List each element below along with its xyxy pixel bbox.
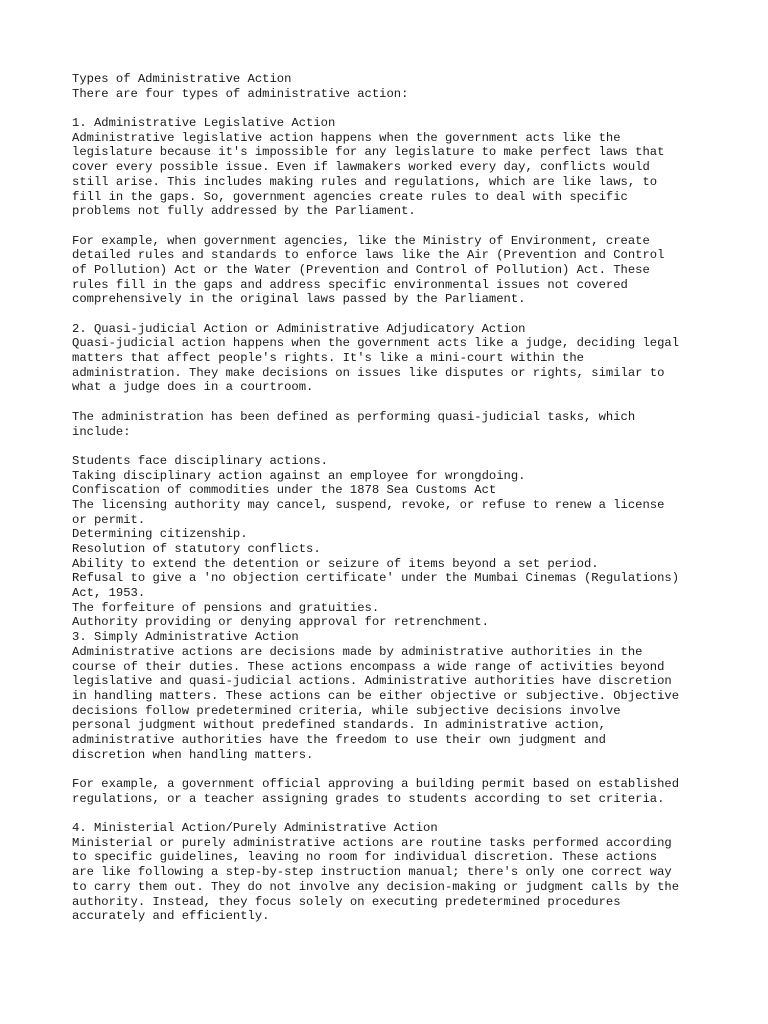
text-line: what a judge does in a courtroom. [72, 380, 314, 395]
text-line: comprehensively in the original laws passed by the Parliament. [72, 292, 526, 307]
text-line: still arise. This includes making rules and regulations, which are like laws, to [72, 174, 658, 189]
text-line: detailed rules and standards to enforce laws like the Air (Prevention and Control [72, 248, 665, 263]
text-line: The forfeiture of pensions and gratuities. [72, 600, 380, 615]
text-line: discretion when handling matters. [72, 747, 314, 762]
blank-line [72, 307, 712, 322]
text-line: to specific guidelines, leaving no room for individual discretion. These actions [72, 850, 658, 865]
text-line: Ability to extend the detention or seizure of items beyond a set period. [72, 556, 599, 571]
text-line: to carry them out. They do not involve any decision-making or judgment calls by the [72, 879, 680, 894]
text-line: 2. Quasi-judicial Action or Administrative Adjudicatory Action [72, 321, 526, 336]
text-line: course of their duties. These actions encompass a wide range of activities beyond [72, 659, 665, 674]
text-line: legislative and quasi-judicial actions. Administrative authorities have discretion [72, 674, 672, 689]
text-line: administrative authorities have the freedom to use their own judgment and [72, 732, 606, 747]
text-line: Act, 1953. [72, 586, 146, 601]
text-line: Taking disciplinary action against an employee for wrongdoing. [72, 468, 526, 483]
text-line: Types of Administrative Action [72, 72, 292, 86]
text-line: The licensing authority may cancel, suspend, revoke, or refuse to renew a license [72, 497, 665, 512]
text-line: of Pollution) Act or the Water (Prevention and Control of Pollution) Act. These [72, 262, 650, 277]
text-line: Ministerial or purely administrative actions are routine tasks performed according [72, 835, 672, 850]
text-line: fill in the gaps. So, government agencies create rules to deal with specific [72, 189, 628, 204]
document-body [72, 72, 712, 924]
text-line: cover every possible issue. Even if lawmakers worked every day, conflicts would [72, 160, 650, 175]
text-line: Quasi-judicial action happens when the government acts like a judge, deciding legal [72, 336, 680, 351]
blank-line [72, 806, 712, 821]
text-line: The administration has been defined as performing quasi-judicial tasks, which [72, 409, 636, 424]
text-line: personal judgment without predefined standards. In administrative action, [72, 718, 606, 733]
text-line: 4. Ministerial Action/Purely Administrative Action [72, 821, 438, 836]
text-line: 3. Simply Administrative Action [72, 630, 299, 645]
text-line: 1. Administrative Legislative Action [72, 116, 336, 131]
text-line: decisions follow predetermined criteria, while subjective decisions involve [72, 703, 621, 718]
text-line: include: [72, 424, 131, 439]
text-line: For example, a government official approving a building permit based on established [72, 777, 680, 791]
text-line: Determining citizenship. [72, 527, 248, 542]
text-line: Authority providing or denying approval for retrenchment. [72, 615, 489, 630]
text-line: Refusal to give a 'no objection certificate' under the Mumbai Cinemas (Regulations) [72, 571, 680, 586]
text-line: legislature because it's impossible for any legislature to make perfect laws that [72, 145, 665, 160]
text-line: For example, when government agencies, like the Ministry of Environment, create [72, 233, 650, 248]
text-line: matters that affect people's rights. It's like a mini-court within the [72, 351, 584, 366]
blank-line [72, 219, 712, 234]
text-line: problems not fully addressed by the Parliament. [72, 204, 416, 219]
text-line: authority. Instead, they focus solely on executing predetermined procedures [72, 894, 621, 909]
text-line: rules fill in the gaps and address specific environmental issues not covered [72, 277, 628, 292]
text-line: are like following a step-by-step instruction manual; there's only one correct way [72, 865, 672, 880]
text-line: regulations, or a teacher assigning grades to students according to set criteria. [72, 791, 665, 806]
text-line: in handling matters. These actions can be either objective or subjective. Objective [72, 688, 680, 703]
text-line: Students face disciplinary actions. [72, 453, 328, 468]
blank-line [72, 762, 712, 777]
blank-line [72, 101, 712, 116]
text-line: There are four types of administrative action: [72, 86, 409, 101]
text-line: Confiscation of commodities under the 1878 Sea Customs Act [72, 483, 497, 498]
text-line: Administrative actions are decisions made by administrative authorities in the [72, 644, 643, 659]
text-line: Administrative legislative action happens when the government acts like the [72, 130, 621, 145]
text-line: Resolution of statutory conflicts. [72, 542, 321, 556]
blank-line [72, 395, 712, 410]
text-line: administration. They make decisions on issues like disputes or rights, similar to [72, 365, 665, 380]
text-line: accurately and efficiently. [72, 909, 270, 924]
text-line: or permit. [72, 512, 146, 527]
blank-line [72, 439, 712, 454]
